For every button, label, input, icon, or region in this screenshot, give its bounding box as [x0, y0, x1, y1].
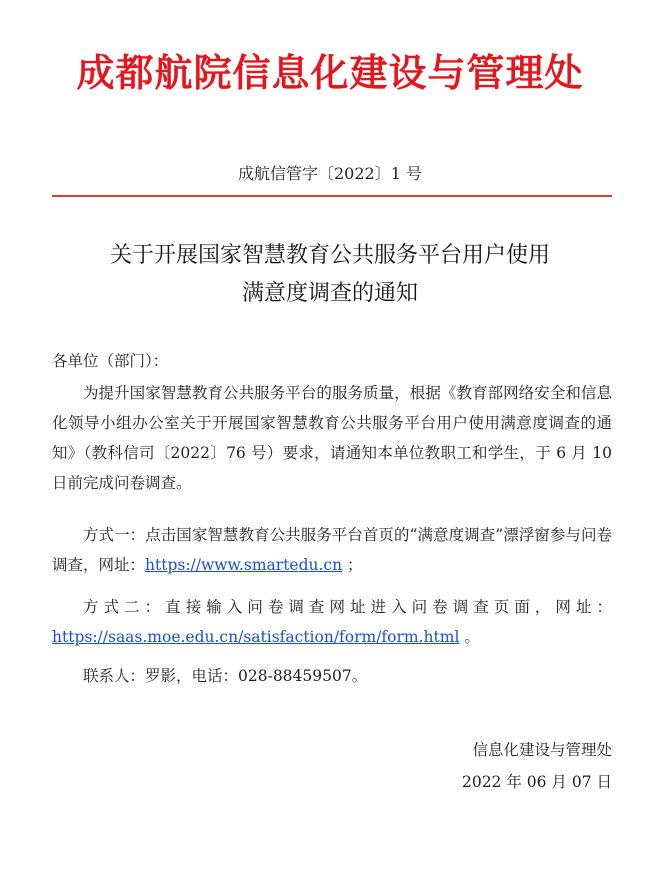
- method-two-suffix: 。: [459, 628, 480, 646]
- smartedu-link[interactable]: https://www.smartedu.cn: [145, 556, 343, 574]
- notice-title-line-1: 关于开展国家智慧教育公共服务平台用户使用: [109, 243, 550, 268]
- issuing-office-header: 成都航院信息化建设与管理处: [76, 51, 584, 95]
- survey-form-link[interactable]: https://saas.moe.edu.cn/satisfaction/form/form.html: [52, 628, 460, 646]
- signature-department: 信息化建设与管理处: [472, 741, 612, 759]
- document-number: 成航信管字〔2022〕1 号: [238, 164, 422, 183]
- signature-date: 2022 年 06 月 07 日: [461, 773, 612, 791]
- method-two-text: 方式二：直接输入问卷调查网址进入问卷调查页面，网址：: [83, 598, 612, 616]
- salutation: 各单位（部门）：: [52, 352, 169, 370]
- red-divider-rule: [52, 195, 612, 197]
- contact-info: 联系人：罗影，电话：028-88459507。: [83, 667, 368, 685]
- notice-title: [0, 237, 660, 313]
- paragraph-method-two: [52, 592, 612, 652]
- paragraph-background: 为提升国家智慧教育公共服务平台的服务质量，根据《教育部网络安全和信息化领导小组办公室关于开展国家智慧教育公共服务平台用户使用满意度调查的通知》（教科信司〔2022〕76 号）要求，请通知本单位教职工和学生，于 6 月 10 日前完成问卷调查。: [52, 384, 612, 492]
- paragraph-method-one: [52, 520, 612, 580]
- method-one-suffix: ；: [342, 556, 363, 574]
- notice-title-line-2: 满意度调查的通知: [241, 281, 418, 306]
- method-one-text: 方式一：点击国家智慧教育公共服务平台首页的“满意度调查”漂浮窗参与问卷调查，网址：: [52, 526, 612, 574]
- signature-block: [312, 734, 612, 798]
